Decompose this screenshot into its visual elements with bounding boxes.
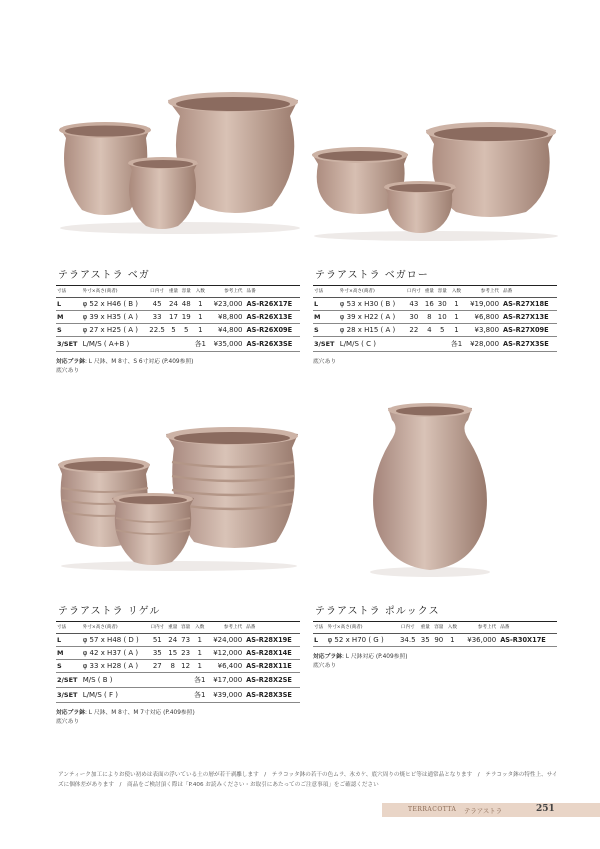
spec-table xyxy=(313,285,557,352)
cell-price: ¥19,000 xyxy=(464,298,502,311)
cell-capacity: 12 xyxy=(179,660,192,673)
cell-qty: 1 xyxy=(193,311,208,324)
cell-weight: 4 xyxy=(423,324,436,337)
col-dims: 外寸×高さ(商者) xyxy=(339,286,405,298)
cell-mouth xyxy=(147,337,167,352)
cell-qty: 1 xyxy=(192,660,207,673)
cell-size: L xyxy=(56,634,82,647)
cell-capacity xyxy=(179,688,192,703)
cell-mouth xyxy=(148,688,166,703)
col-dims: 外寸×高さ(商者) xyxy=(82,622,149,634)
cell-capacity: 30 xyxy=(436,298,449,311)
spec-table xyxy=(56,285,300,352)
vega-pots-photo xyxy=(52,88,308,238)
cell-weight: 35 xyxy=(418,634,432,647)
cell-weight xyxy=(423,337,436,352)
cell-price: ¥28,000 xyxy=(464,337,502,352)
cell-capacity: 48 xyxy=(180,298,193,311)
cell-dims: φ 33 x H28 ( A ) xyxy=(82,660,149,673)
category-english: TERRACOTTA xyxy=(408,806,457,813)
pollux-pot-photo xyxy=(360,402,500,580)
cell-size: 3/SET xyxy=(313,337,339,352)
spec-table xyxy=(56,621,300,703)
product-title: テラアストラ ベガ xyxy=(58,270,150,281)
table-row xyxy=(313,298,557,311)
cell-weight: 17 xyxy=(167,311,180,324)
col-capacity: 容量 xyxy=(179,622,192,634)
col-price: 参考上代 xyxy=(207,622,245,634)
cell-weight xyxy=(166,688,179,703)
cell-weight: 5 xyxy=(167,324,180,337)
cell-code: AS-R28X11E xyxy=(245,660,300,673)
cell-dims: φ 39 x H35 ( A ) xyxy=(82,311,147,324)
col-dims: 外寸×高さ(商者) xyxy=(82,286,147,298)
cell-dims: φ 42 x H37 ( A ) xyxy=(82,647,149,660)
cell-qty: 1 xyxy=(192,634,207,647)
cell-weight: 8 xyxy=(166,660,179,673)
cell-qty: 1 xyxy=(192,647,207,660)
cell-mouth: 30 xyxy=(405,311,423,324)
cell-size: 2/SET xyxy=(56,673,82,688)
cell-code: AS-R28X19E xyxy=(245,634,300,647)
cell-price: ¥6,400 xyxy=(207,660,245,673)
col-weight: 重量 xyxy=(418,622,432,634)
cell-capacity xyxy=(180,337,193,352)
col-price: 参考上代 xyxy=(464,286,502,298)
col-code: 品番 xyxy=(246,286,300,298)
col-mouth: 口内寸 xyxy=(148,622,166,634)
col-qty: 入数 xyxy=(192,622,207,634)
product-note xyxy=(56,709,300,728)
cell-code: AS-R28X3SE xyxy=(245,688,300,703)
page-footer-bar xyxy=(382,803,600,817)
cell-mouth xyxy=(148,673,166,688)
rigel-pots-photo xyxy=(54,426,304,574)
cell-weight: 24 xyxy=(167,298,180,311)
cell-size: L xyxy=(56,298,82,311)
note-extra: 底穴あり xyxy=(313,359,337,365)
note-text: : L 尺鉢対応 (P.409参照) xyxy=(342,654,408,660)
cell-code: AS-R27X18E xyxy=(502,298,557,311)
cell-size: S xyxy=(313,324,339,337)
col-size: 寸法 xyxy=(56,622,82,634)
cell-size: M xyxy=(56,311,82,324)
cell-dims: φ 39 x H22 ( A ) xyxy=(339,311,405,324)
cell-code: AS-R26X17E xyxy=(246,298,300,311)
cell-size: 3/SET xyxy=(56,337,82,352)
table-row xyxy=(313,337,557,352)
table-row xyxy=(56,673,300,688)
product-vega-low xyxy=(313,266,557,367)
col-mouth: 口内寸 xyxy=(405,286,423,298)
care-notice: アンティーク加工によりお使い初めは表面の浮いている土の層が若干剥離します / テラコッタ鉢の若干の色ムラ、氷カケ、底穴周りの焼ヒビ等は通常品となります / テラコッタ鉢の特性上、サイズに個体差があります / 商品をご検討頂く際は「P.406 お読みください・お取引にあたってのご注意事項」をご確認ください xyxy=(58,772,558,788)
cell-dims: L/M/S ( F ) xyxy=(82,688,149,703)
product-title: テラアストラ リゲル xyxy=(58,606,161,617)
cell-price: ¥35,000 xyxy=(208,337,246,352)
note-extra: 底穴あり xyxy=(56,368,80,375)
cell-mouth xyxy=(405,337,423,352)
page-number: 251 xyxy=(536,804,555,814)
col-weight: 重量 xyxy=(167,286,180,298)
spec-rows xyxy=(313,298,557,352)
cell-size: M xyxy=(56,647,82,660)
table-row xyxy=(56,324,300,337)
cell-code: AS-R26X09E xyxy=(246,324,300,337)
cell-weight xyxy=(167,337,180,352)
note-label: 対応プラ鉢 xyxy=(313,654,342,660)
cell-qty: 各1 xyxy=(192,688,207,703)
cell-dims: φ 52 x H46 ( B ) xyxy=(82,298,147,311)
cell-capacity xyxy=(436,337,449,352)
cell-weight xyxy=(166,673,179,688)
product-note xyxy=(313,358,557,367)
col-size: 寸法 xyxy=(56,286,82,298)
col-weight: 重量 xyxy=(166,622,179,634)
cell-code: AS-R26X13E xyxy=(246,311,300,324)
table-row xyxy=(56,688,300,703)
cell-dims: L/M/S ( A+B ) xyxy=(82,337,147,352)
col-price: 参考上代 xyxy=(208,286,246,298)
col-weight: 重量 xyxy=(423,286,436,298)
note-label: 対応プラ鉢 xyxy=(56,710,85,716)
cell-price: ¥12,000 xyxy=(207,647,245,660)
cell-price: ¥3,800 xyxy=(464,324,502,337)
cell-mouth: 22 xyxy=(405,324,423,337)
spec-rows xyxy=(56,634,300,703)
cell-code: AS-R28X2SE xyxy=(245,673,300,688)
col-size: 寸法 xyxy=(313,622,327,634)
category-japanese: テラアストラ xyxy=(464,807,503,815)
col-qty: 入数 xyxy=(446,622,460,634)
col-price: 参考上代 xyxy=(459,622,499,634)
col-capacity: 容量 xyxy=(180,286,193,298)
product-title: テラアストラ ポルックス xyxy=(315,606,440,617)
cell-mouth: 45 xyxy=(147,298,167,311)
table-row xyxy=(56,647,300,660)
cell-mouth: 33 xyxy=(147,311,167,324)
cell-qty: 1 xyxy=(449,324,464,337)
note-text: : L 尺鉢、M 8寸、S 6寸対応 (P.409参照) xyxy=(85,359,194,365)
col-mouth: 口内寸 xyxy=(147,286,167,298)
product-pollux xyxy=(313,602,557,672)
cell-weight: 24 xyxy=(166,634,179,647)
cell-qty: 1 xyxy=(446,634,460,647)
cell-qty: 各1 xyxy=(192,673,207,688)
cell-dims: φ 28 x H15 ( A ) xyxy=(339,324,405,337)
cell-price: ¥39,000 xyxy=(207,688,245,703)
cell-mouth: 34.5 xyxy=(397,634,418,647)
cell-size: L xyxy=(313,634,327,647)
col-size: 寸法 xyxy=(313,286,339,298)
cell-code: AS-R30X17E xyxy=(499,634,557,647)
col-dims: 外寸×高さ(商者) xyxy=(327,622,397,634)
cell-size: S xyxy=(56,324,82,337)
cell-capacity: 5 xyxy=(180,324,193,337)
cell-capacity: 90 xyxy=(432,634,446,647)
cell-price: ¥8,800 xyxy=(208,311,246,324)
cell-code: AS-R28X14E xyxy=(245,647,300,660)
cell-size: L xyxy=(313,298,339,311)
cell-dims: M/S ( B ) xyxy=(82,673,149,688)
cell-price: ¥36,000 xyxy=(459,634,499,647)
cell-capacity: 19 xyxy=(180,311,193,324)
cell-qty: 1 xyxy=(449,311,464,324)
note-extra: 底穴あり xyxy=(313,663,337,670)
table-row xyxy=(56,660,300,673)
table-row xyxy=(56,337,300,352)
cell-dims: φ 53 x H30 ( B ) xyxy=(339,298,405,311)
col-code: 品番 xyxy=(502,286,557,298)
table-row xyxy=(56,311,300,324)
table-row xyxy=(56,298,300,311)
cell-dims: φ 57 x H48 ( D ) xyxy=(82,634,149,647)
cell-capacity: 73 xyxy=(179,634,192,647)
cell-weight: 8 xyxy=(423,311,436,324)
cell-weight: 15 xyxy=(166,647,179,660)
cell-mouth: 22.5 xyxy=(147,324,167,337)
cell-mouth: 35 xyxy=(148,647,166,660)
note-extra: 底穴あり xyxy=(56,719,80,726)
col-code: 品番 xyxy=(499,622,557,634)
note-label: 対応プラ鉢 xyxy=(56,359,85,365)
cell-capacity: 23 xyxy=(179,647,192,660)
cell-mouth: 43 xyxy=(405,298,423,311)
cell-qty: 各1 xyxy=(193,337,208,352)
note-text: : L 尺鉢、M 8寸、M 7寸対応 (P.409参照) xyxy=(85,710,195,716)
col-mouth: 口内寸 xyxy=(397,622,418,634)
cell-code: AS-R26X3SE xyxy=(246,337,300,352)
spec-rows xyxy=(313,634,557,647)
cell-qty: 各1 xyxy=(449,337,464,352)
product-vega xyxy=(56,266,300,377)
vega-low-pots-photo xyxy=(308,118,566,243)
cell-capacity: 5 xyxy=(436,324,449,337)
cell-price: ¥24,000 xyxy=(207,634,245,647)
cell-code: AS-R27X13E xyxy=(502,311,557,324)
col-capacity: 容量 xyxy=(436,286,449,298)
product-note xyxy=(56,358,300,377)
table-row xyxy=(313,324,557,337)
cell-qty: 1 xyxy=(193,324,208,337)
col-capacity: 容量 xyxy=(432,622,446,634)
cell-size: 3/SET xyxy=(56,688,82,703)
product-rigel xyxy=(56,602,300,728)
table-row xyxy=(313,311,557,324)
cell-price: ¥17,000 xyxy=(207,673,245,688)
cell-code: AS-R27X3SE xyxy=(502,337,557,352)
cell-price: ¥4,800 xyxy=(208,324,246,337)
cell-dims: φ 52 x H70 ( G ) xyxy=(327,634,397,647)
table-row xyxy=(56,634,300,647)
product-note xyxy=(313,653,557,672)
cell-weight: 16 xyxy=(423,298,436,311)
spec-table xyxy=(313,621,557,647)
col-qty: 入数 xyxy=(193,286,208,298)
cell-mouth: 51 xyxy=(148,634,166,647)
product-title: テラアストラ ベガロー xyxy=(315,270,429,281)
cell-size: M xyxy=(313,311,339,324)
cell-mouth: 27 xyxy=(148,660,166,673)
table-row xyxy=(313,634,557,647)
cell-price: ¥6,800 xyxy=(464,311,502,324)
cell-qty: 1 xyxy=(193,298,208,311)
spec-rows xyxy=(56,298,300,352)
cell-dims: L/M/S ( C ) xyxy=(339,337,405,352)
cell-price: ¥23,000 xyxy=(208,298,246,311)
cell-capacity: 10 xyxy=(436,311,449,324)
cell-capacity xyxy=(179,673,192,688)
col-code: 品番 xyxy=(245,622,300,634)
cell-size: S xyxy=(56,660,82,673)
cell-code: AS-R27X09E xyxy=(502,324,557,337)
cell-qty: 1 xyxy=(449,298,464,311)
cell-dims: φ 27 x H25 ( A ) xyxy=(82,324,147,337)
col-qty: 入数 xyxy=(449,286,464,298)
